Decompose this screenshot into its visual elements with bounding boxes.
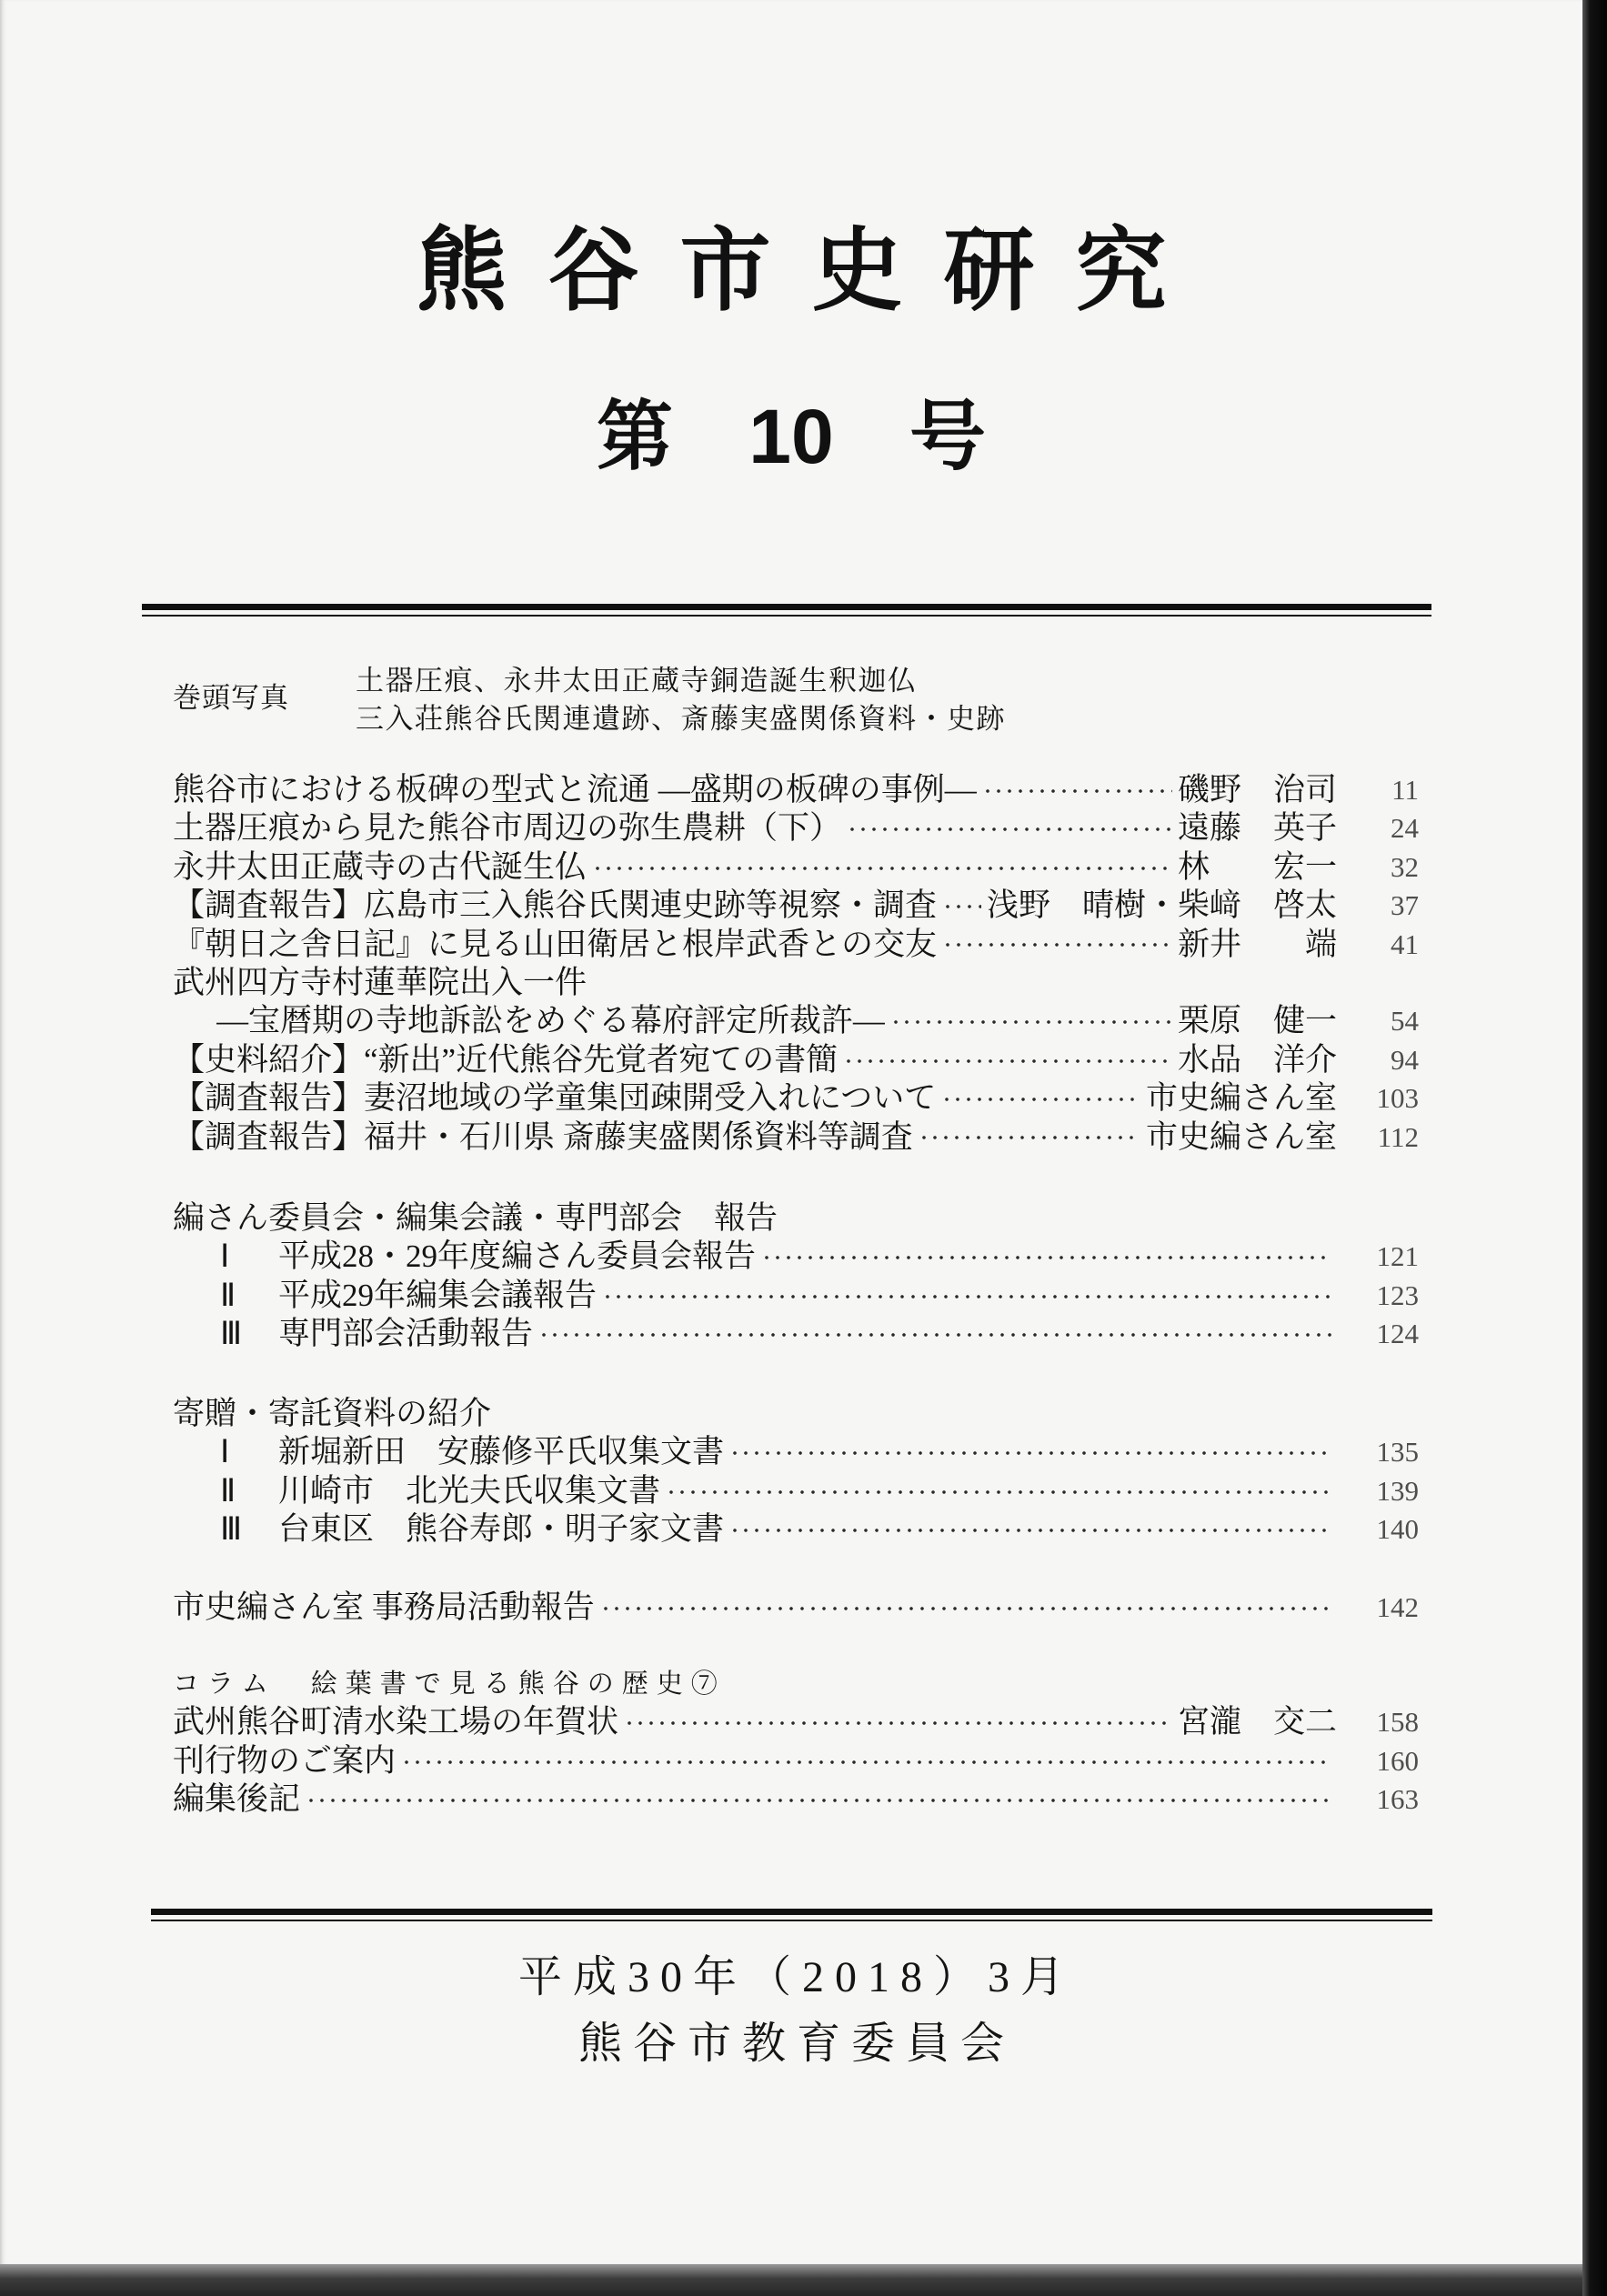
section-heading-row xyxy=(173,1199,1419,1238)
dot-leader xyxy=(602,1278,1331,1314)
page-number: 24 xyxy=(1391,812,1419,845)
entry-subtitle: ―宝暦期の寺地訴訟をめぐる幕府評定所裁許― xyxy=(216,1003,886,1039)
dot-leader xyxy=(600,1589,1331,1626)
entry-title: 新堀新田 安藤修平氏収集文書 xyxy=(278,1434,725,1470)
toc-entry xyxy=(173,887,1419,925)
toc-entry xyxy=(173,771,1419,809)
page-number: 124 xyxy=(1376,1318,1419,1350)
entry-title: 永井太田正蔵寺の古代誕生仏 xyxy=(173,848,588,885)
entry-title: 台東区 熊谷寿郎・明子家文書 xyxy=(278,1511,725,1548)
toc-entry xyxy=(173,1703,1419,1741)
dot-leader xyxy=(624,1705,1172,1741)
frontispiece-line: 土器圧痕、永井太田正蔵寺銅造誕生釈迦仏 xyxy=(356,665,918,697)
roman-numeral: Ⅱ xyxy=(220,1472,236,1509)
toc-entry xyxy=(173,964,1419,1002)
dot-leader xyxy=(942,927,1172,963)
top-rule-thin xyxy=(142,615,1431,617)
dot-leader xyxy=(592,849,1172,886)
toc-entry xyxy=(173,1041,1419,1079)
top-rule-thick xyxy=(142,604,1431,610)
dot-leader xyxy=(401,1743,1331,1780)
entry-author: 浅野 晴樹・柴﨑 啓太 xyxy=(986,887,1337,924)
section-heading: 編さん委員会・編集会議・専門部会 報告 xyxy=(173,1200,778,1236)
page-number: 11 xyxy=(1391,774,1419,806)
page-number: 112 xyxy=(1377,1120,1419,1153)
roman-numeral: Ⅰ xyxy=(220,1238,230,1275)
entry-author: 栗原 健一 xyxy=(1177,1003,1337,1039)
roman-numeral: Ⅰ xyxy=(220,1434,230,1470)
contents-reports xyxy=(173,1199,1419,1354)
publication-date: 平成30年（2018）3月 xyxy=(517,1953,1075,2001)
entry-title: 【調査報告】広島市三入熊谷氏関連史跡等視察・調査 xyxy=(173,887,938,924)
dot-leader xyxy=(761,1239,1331,1276)
page-number: 54 xyxy=(1391,1005,1419,1038)
contents-donations xyxy=(173,1395,1419,1549)
dot-leader xyxy=(666,1473,1331,1509)
issue-number: 第 10 号 xyxy=(596,394,987,479)
entry-title: 【史料紹介】“新出”近代熊谷先覚者宛ての書簡 xyxy=(173,1041,839,1078)
scan-edge-bottom xyxy=(0,2264,1582,2296)
page-number: 94 xyxy=(1391,1043,1419,1076)
frontispiece-label: 巻頭写真 xyxy=(173,682,289,714)
entry-title: 武州四方寺村蓮華院出入一件 xyxy=(173,964,588,1000)
page-number: 140 xyxy=(1376,1513,1419,1546)
toc-entry xyxy=(173,1238,1419,1276)
entry-title: 『朝日之舎日記』に見る山田衛居と根岸武香との交友 xyxy=(173,926,938,962)
entry-title: 編集後記 xyxy=(173,1781,301,1818)
entry-title: 武州熊谷町清水染工場の年賀状 xyxy=(173,1704,619,1740)
contents-activity xyxy=(173,1589,1419,1627)
page-number: 123 xyxy=(1376,1278,1419,1311)
toc-entry xyxy=(173,1510,1419,1549)
dot-leader xyxy=(538,1316,1331,1352)
toc-entry xyxy=(173,1118,1419,1157)
toc-entry-subtitle-line xyxy=(173,1002,1419,1040)
toc-entry xyxy=(173,848,1419,887)
dot-leader xyxy=(847,811,1172,847)
section-heading-row xyxy=(173,1395,1419,1433)
bottom-rule-thick xyxy=(151,1909,1432,1915)
column-label-row xyxy=(173,1665,1419,1703)
dot-leader xyxy=(942,887,981,924)
entry-title: 熊谷市における板碑の型式と流通 ―盛期の板碑の事例― xyxy=(173,772,977,807)
entry-title: 【調査報告】福井・石川県 斎藤実盛関係資料等調査 xyxy=(173,1118,913,1155)
entry-author: 遠藤 英子 xyxy=(1177,810,1337,847)
page-number: 139 xyxy=(1376,1474,1419,1507)
entry-author: 磯野 治司 xyxy=(1177,772,1337,807)
toc-entry xyxy=(173,1079,1419,1118)
page-number: 142 xyxy=(1376,1591,1419,1623)
scan-edge-right xyxy=(1582,0,1607,2296)
dot-leader xyxy=(941,1080,1140,1117)
entry-title: 専門部会活動報告 xyxy=(278,1316,534,1352)
toc-entry xyxy=(173,1472,1419,1510)
page-number: 158 xyxy=(1376,1706,1419,1739)
dot-leader xyxy=(982,772,1172,808)
entry-title: 土器圧痕から見た熊谷市周辺の弥生農耕（下） xyxy=(173,810,842,847)
entry-title: 平成28・29年度編さん委員会報告 xyxy=(278,1238,757,1275)
toc-entry xyxy=(173,1277,1419,1315)
page-number: 135 xyxy=(1376,1436,1419,1469)
frontispiece-list xyxy=(356,662,1006,738)
toc-entry xyxy=(173,926,1419,964)
dot-leader xyxy=(890,1004,1172,1040)
page-number: 32 xyxy=(1391,850,1419,883)
page-number: 103 xyxy=(1376,1082,1419,1115)
entry-title: 川崎市 北光夫氏収集文書 xyxy=(278,1472,661,1509)
entry-title: 市史編さん室 事務局活動報告 xyxy=(173,1589,595,1625)
entry-author: 水品 洋介 xyxy=(1177,1041,1337,1078)
contents-column xyxy=(173,1665,1419,1820)
dot-leader xyxy=(729,1511,1331,1548)
dot-leader xyxy=(843,1042,1172,1078)
dot-leader xyxy=(919,1119,1140,1156)
entry-title: 刊行物のご案内 xyxy=(173,1742,397,1779)
entry-author: 市史編さん室 xyxy=(1145,1118,1337,1155)
entry-author: 林 宏一 xyxy=(1177,848,1337,885)
toc-entry xyxy=(173,1780,1419,1819)
publisher: 熊谷市教育委員会 xyxy=(578,2020,1015,2068)
entry-author: 新井 端 xyxy=(1177,926,1337,962)
section-heading: 寄贈・寄託資料の紹介 xyxy=(173,1396,492,1431)
roman-numeral: Ⅲ xyxy=(220,1511,243,1548)
column-label: コラム 絵葉書で見る熊谷の歴史⑦ xyxy=(173,1669,726,1699)
roman-numeral: Ⅲ xyxy=(220,1316,243,1352)
frontispiece-line: 三入荘熊谷氏関連遺跡、斎藤実盛関係資料・史跡 xyxy=(356,703,1006,735)
page-number: 37 xyxy=(1391,889,1419,922)
page-number: 160 xyxy=(1376,1744,1419,1777)
journal-title: 熊谷市史研究 xyxy=(416,220,1208,322)
contents-articles xyxy=(173,771,1419,1157)
toc-entry xyxy=(173,1433,1419,1471)
entry-author: 市史編さん室 xyxy=(1145,1080,1337,1117)
dot-leader xyxy=(306,1781,1331,1818)
toc-entry xyxy=(173,809,1419,847)
toc-entry xyxy=(173,1589,1419,1627)
dot-leader xyxy=(729,1435,1331,1471)
entry-title: 【調査報告】妻沼地域の学童集団疎開受入れについて xyxy=(173,1080,937,1117)
page-number: 121 xyxy=(1376,1240,1419,1273)
roman-numeral: Ⅱ xyxy=(220,1277,236,1313)
toc-entry xyxy=(173,1315,1419,1353)
page-number: 163 xyxy=(1376,1783,1419,1816)
entry-title: 平成29年編集会議報告 xyxy=(278,1277,598,1313)
page-number: 41 xyxy=(1391,927,1419,960)
bottom-rule-thin xyxy=(151,1920,1432,1921)
entry-author: 宮瀧 交二 xyxy=(1177,1704,1337,1740)
toc-entry xyxy=(173,1742,1419,1780)
